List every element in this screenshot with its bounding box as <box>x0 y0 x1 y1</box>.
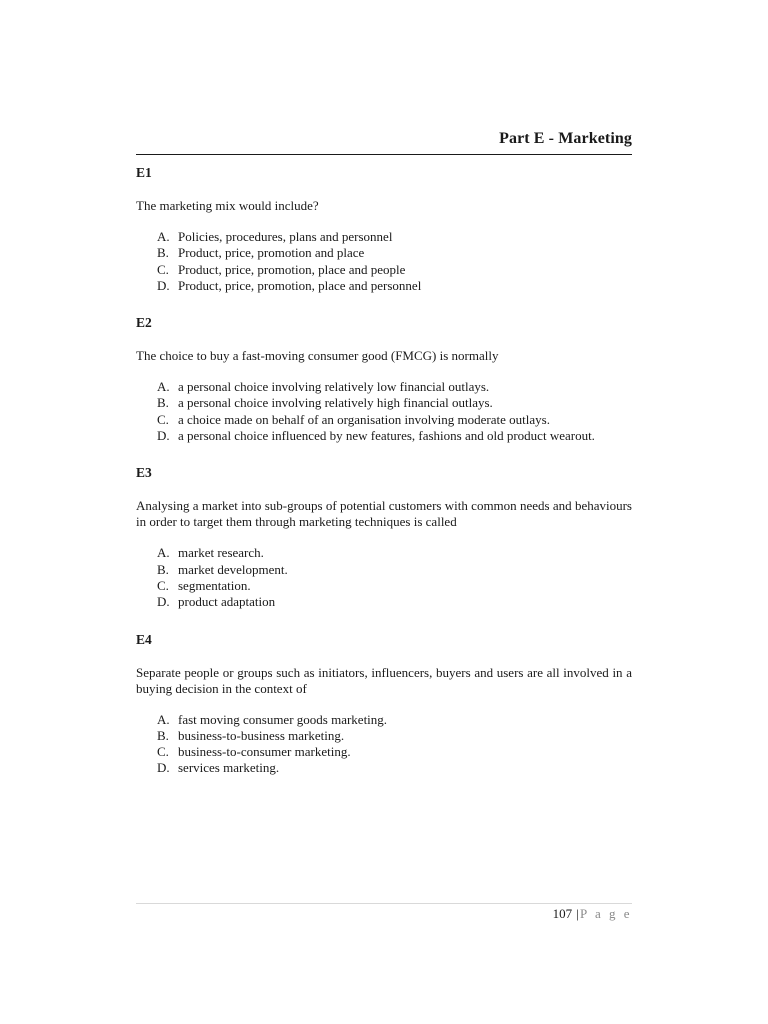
option-letter: B. <box>157 561 169 577</box>
answer-options <box>136 712 632 777</box>
question-id: E1 <box>136 165 152 180</box>
option-letter: C. <box>157 411 169 427</box>
option-letter: D. <box>157 428 170 444</box>
option-text: Policies, procedures, plans and personnel <box>178 229 393 244</box>
page-separator: | <box>576 906 579 921</box>
question-e2 <box>136 315 632 444</box>
spacer <box>136 611 632 632</box>
option-letter: B. <box>157 245 169 261</box>
option-letter: A. <box>157 545 170 561</box>
option-letter: A. <box>157 711 170 727</box>
option-text: business-to-business marketing. <box>178 727 345 743</box>
answer-option <box>157 744 632 760</box>
option-text: business-to-consumer marketing. <box>178 744 351 760</box>
option-text: market research. <box>178 545 264 561</box>
answer-option <box>157 395 632 411</box>
page-number-label <box>553 906 632 922</box>
question-stem: The marketing mix would include? <box>136 198 319 213</box>
answer-option <box>157 728 632 744</box>
option-letter: B. <box>157 727 169 743</box>
page-word: P a g e <box>579 906 632 921</box>
question-e3 <box>136 465 632 610</box>
option-letter: C. <box>157 577 169 593</box>
answer-option <box>157 245 632 261</box>
option-letter: C. <box>157 261 169 277</box>
answer-option <box>157 262 632 278</box>
option-letter: B. <box>157 395 169 411</box>
page-header <box>136 128 632 155</box>
option-text: a choice made on behalf of an organisation involving moderate outlays. <box>178 411 550 427</box>
option-text: a personal choice involving relatively high financial outlays. <box>178 395 493 411</box>
option-letter: D. <box>157 594 170 610</box>
option-text: services marketing. <box>178 760 280 776</box>
option-text: segmentation. <box>178 577 251 593</box>
option-text: Product, price, promotion and place <box>178 245 365 261</box>
option-text: a personal choice involving relatively low financial outlays. <box>178 379 490 395</box>
option-letter: C. <box>157 744 169 760</box>
section-title: Part E - Marketing <box>499 130 632 147</box>
answer-option <box>157 545 632 561</box>
answer-options <box>136 545 632 610</box>
question-stem: Separate people or groups such as initiators, influencers, buyers and users are all involved in a buying decision in the context of <box>136 664 632 696</box>
option-text: Product, price, promotion, place and personnel <box>178 277 422 293</box>
question-stem: Analysing a market into sub-groups of potential customers with common needs and behaviours in order to target them through marketing techniques is called <box>136 498 632 530</box>
option-text: fast moving consumer goods marketing. <box>178 711 388 727</box>
answer-option <box>157 379 632 395</box>
question-e4 <box>136 632 632 777</box>
option-text: market development. <box>178 561 288 577</box>
question-stem: The choice to buy a fast-moving consumer good (FMCG) is normally <box>136 348 499 364</box>
answer-option <box>157 760 632 776</box>
spacer <box>136 444 632 465</box>
answer-options <box>136 229 632 294</box>
page-number: 107 <box>552 906 573 921</box>
answer-option <box>157 229 632 245</box>
option-text: a personal choice influenced by new features, fashions and old product wearout. <box>178 428 595 444</box>
option-text: product adaptation <box>178 594 276 610</box>
option-text: Product, price, promotion, place and people <box>178 261 406 277</box>
answer-option <box>157 712 632 728</box>
question-id: E2 <box>136 315 152 331</box>
answer-option <box>157 412 632 428</box>
answer-option <box>157 428 632 444</box>
answer-option <box>157 562 632 578</box>
answer-option <box>157 578 632 594</box>
option-letter: A. <box>157 379 170 395</box>
option-letter: A. <box>157 229 170 244</box>
spacer <box>136 294 632 315</box>
question-e1 <box>136 165 632 294</box>
option-letter: D. <box>157 760 170 776</box>
page-footer <box>136 903 632 928</box>
question-id: E3 <box>136 465 152 481</box>
question-id: E4 <box>136 631 152 647</box>
answer-option <box>157 278 632 294</box>
answer-options <box>136 379 632 444</box>
option-letter: D. <box>157 277 170 293</box>
question-list <box>136 165 632 777</box>
answer-option <box>157 594 632 610</box>
